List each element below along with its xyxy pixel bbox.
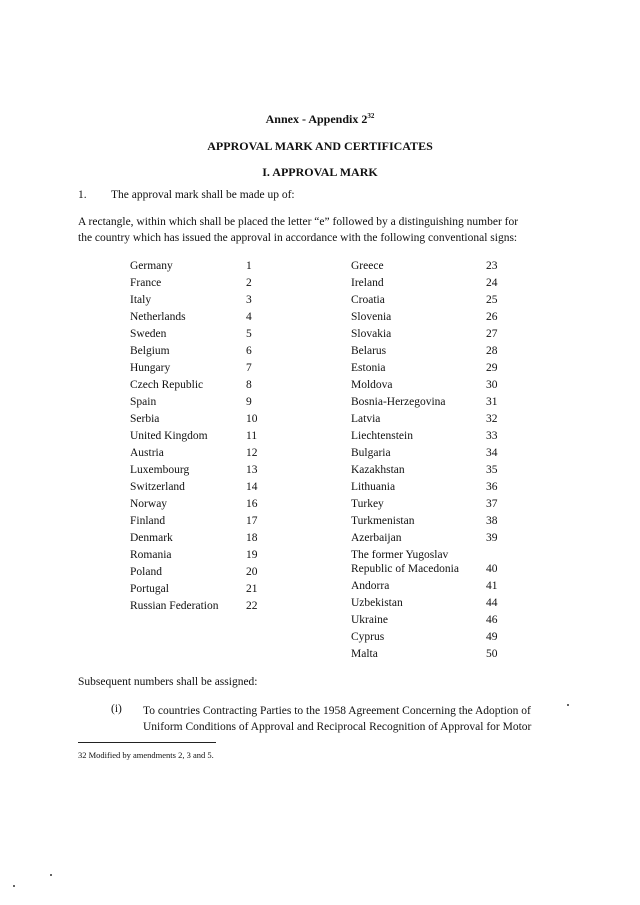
country-code: 3: [246, 294, 252, 306]
country-code: 28: [486, 345, 498, 357]
footnote-ref: 32: [367, 112, 375, 120]
country-name: Italy: [130, 294, 152, 306]
country-name: Slovakia: [351, 328, 392, 340]
country-name: Luxembourg: [130, 464, 190, 476]
intro-line: the country which has issued the approval in accordance with the following conventional signs:: [78, 232, 518, 244]
country-code: 1: [246, 260, 252, 272]
country-name: Lithuania: [351, 481, 396, 493]
country-code: 33: [486, 430, 498, 442]
item-line: To countries Contracting Parties to the 1958 Agreement Concerning the Adoption of: [143, 705, 531, 717]
scan-speck: [13, 885, 15, 887]
country-code: 50: [486, 648, 498, 660]
country-name: Switzerland: [130, 481, 185, 493]
country-code: 39: [486, 532, 498, 544]
country-name: Estonia: [351, 362, 386, 374]
country-code: 2: [246, 277, 252, 289]
country-code: 36: [486, 481, 498, 493]
country-code: 6: [246, 345, 252, 357]
country-code: 32: [486, 413, 498, 425]
document-heading: APPROVAL MARK AND CERTIFICATES: [207, 139, 433, 153]
country-code: 31: [486, 396, 498, 408]
country-code: 13: [246, 464, 258, 476]
country-name: Netherlands: [130, 311, 186, 323]
country-code: 44: [486, 597, 498, 609]
country-name: Latvia: [351, 413, 381, 425]
item-line: Uniform Conditions of Approval and Reciprocal Recognition of Approval for Motor: [143, 721, 532, 733]
country-name: Slovenia: [351, 311, 392, 323]
country-code: 37: [486, 498, 498, 510]
country-code: 14: [246, 481, 258, 493]
appendix-title: Annex - Appendix $2^{32}$: [265, 112, 375, 126]
country-name: Bosnia-Herzegovina: [351, 396, 446, 408]
country-name: Romania: [130, 549, 172, 561]
country-code: 21: [246, 583, 258, 595]
country-name: Russian Federation: [130, 600, 219, 612]
country-code: 49: [486, 631, 498, 643]
country-name: Turkey: [351, 498, 384, 510]
country-code: 17: [246, 515, 258, 527]
country-code: 19: [246, 549, 258, 561]
country-code: 9: [246, 396, 252, 408]
country-code: 23: [486, 260, 498, 272]
country-name: Greece: [351, 260, 384, 272]
country-code: 25: [486, 294, 498, 306]
country-code: 7: [246, 362, 252, 374]
country-code: 27: [486, 328, 498, 340]
country-name: The former Yugoslav: [351, 549, 449, 561]
country-code: 38: [486, 515, 498, 527]
country-code: 30: [486, 379, 498, 391]
country-code: 26: [486, 311, 498, 323]
item-text: [143, 703, 531, 735]
country-code: 34: [486, 447, 498, 459]
country-code: 4: [246, 311, 252, 323]
country-name: Turkmenistan: [351, 515, 415, 527]
country-name: Norway: [130, 498, 168, 510]
country-name: Czech Republic: [130, 379, 204, 391]
country-name: Uzbekistan: [351, 597, 403, 609]
country-name: Portugal: [130, 583, 169, 595]
country-code: 35: [486, 464, 498, 476]
country-code: 18: [246, 532, 258, 544]
country-name: Moldova: [351, 379, 393, 391]
country-name: Denmark: [130, 532, 173, 544]
section-heading: I. APPROVAL MARK: [262, 165, 378, 179]
country-name: Sweden: [130, 328, 167, 340]
country-name: Malta: [351, 648, 378, 660]
country-name: Andorra: [351, 580, 390, 592]
country-code: 5: [246, 328, 252, 340]
country-name: Azerbaijan: [351, 532, 402, 544]
footnote: 32 Modified by amendments 2, 3 and 5.: [78, 750, 214, 760]
intro-line: A rectangle, within which shall be placed the letter “e” followed by a distinguishing number for: [78, 216, 519, 228]
country-name: Ireland: [351, 277, 384, 289]
country-code: 20: [246, 566, 258, 578]
country-name: Bulgaria: [351, 447, 391, 459]
country-name: Serbia: [130, 413, 160, 425]
item-label: (i): [111, 703, 122, 715]
country-name-continued: Republic of Macedonia: [351, 563, 459, 575]
country-name: Ukraine: [351, 614, 389, 626]
paragraph-number: 1.: [78, 189, 87, 201]
country-code: 10: [246, 413, 258, 425]
subsequent-heading: Subsequent numbers shall be assigned:: [78, 676, 258, 688]
scan-speck: [50, 874, 52, 876]
country-name: Cyprus: [351, 631, 385, 643]
country-code: 29: [486, 362, 498, 374]
country-name: Liechtenstein: [351, 430, 413, 442]
country-name: Austria: [130, 447, 164, 459]
country-name: United Kingdom: [130, 430, 208, 442]
country-name: Hungary: [130, 362, 171, 374]
country-code: 40: [486, 563, 498, 575]
country-name: France: [130, 277, 162, 289]
footnote-divider: [78, 742, 216, 743]
country-code: 24: [486, 277, 498, 289]
country-name: Spain: [130, 396, 157, 408]
country-code: 11: [246, 430, 258, 442]
intro-paragraph: [78, 214, 538, 246]
scan-speck: [567, 704, 569, 706]
country-name: Germany: [130, 260, 173, 272]
country-code: 12: [246, 447, 258, 459]
country-name: Belarus: [351, 345, 387, 357]
country-code: 46: [486, 614, 498, 626]
country-name: Kazakhstan: [351, 464, 405, 476]
country-code: 22: [246, 600, 258, 612]
country-code: 41: [486, 580, 498, 592]
paragraph-text: The approval mark shall be made up of:: [111, 189, 295, 201]
country-name: Belgium: [130, 345, 170, 357]
country-name: Croatia: [351, 294, 385, 306]
country-code: 16: [246, 498, 258, 510]
country-name: Poland: [130, 566, 162, 578]
country-code: 8: [246, 379, 252, 391]
country-name: Finland: [130, 515, 166, 527]
